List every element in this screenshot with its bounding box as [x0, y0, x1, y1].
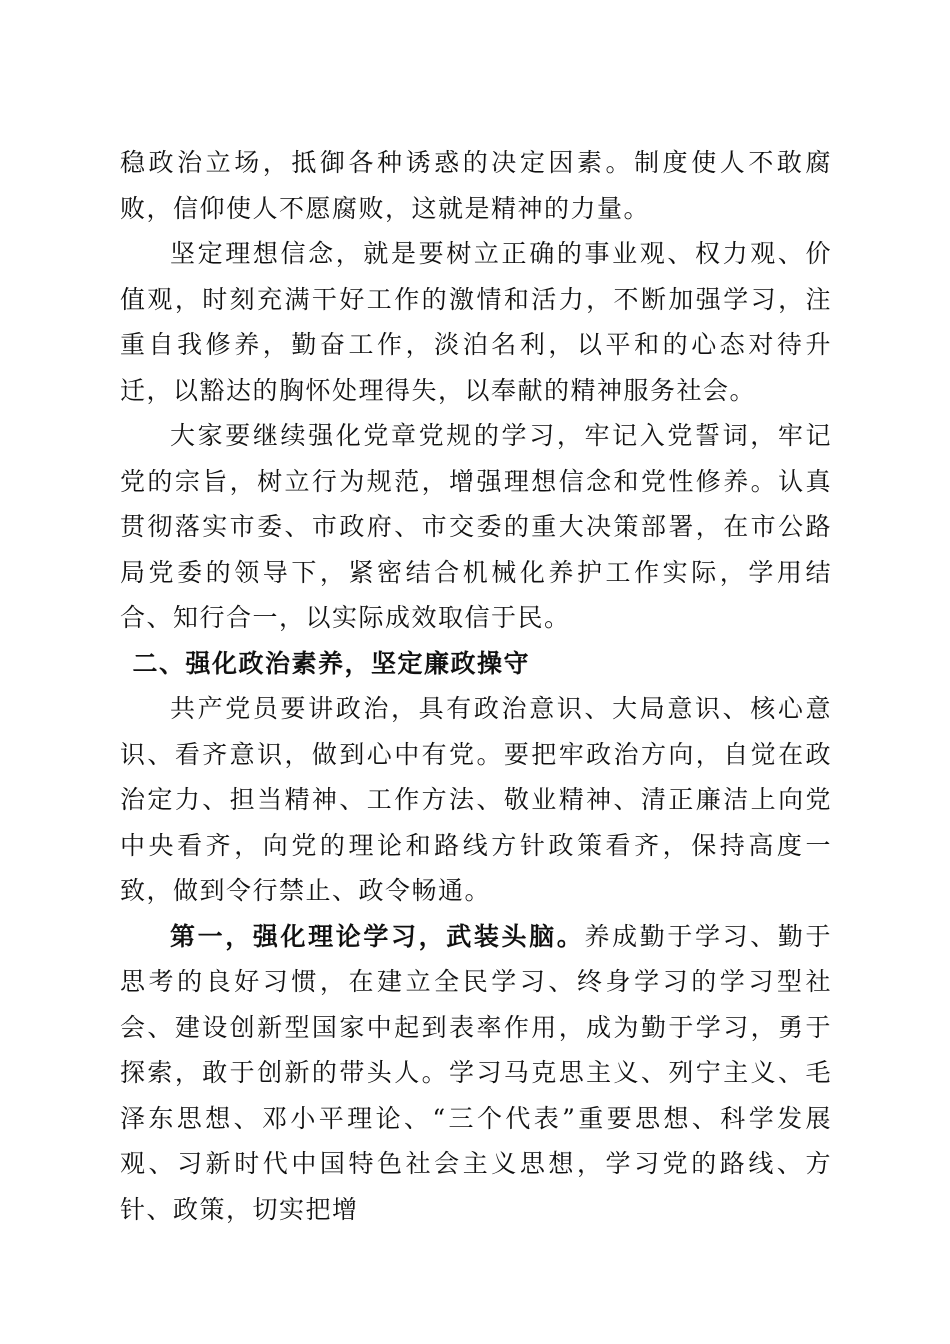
- paragraph-theory-study: [120, 914, 832, 1233]
- paragraph-lead-phrase: 第一，强化理论学习，武装头脑。: [170, 921, 585, 951]
- paragraph-text: 稳政治立场，抵御各种诱惑的决定因素。制度使人不敢腐败，信仰使人不愿腐败，这就是精神的力量。: [120, 148, 832, 223]
- section-heading-text: 二、强化政治素养，坚定廉政操守: [132, 648, 531, 678]
- paragraph-political-awareness: [120, 686, 832, 914]
- paragraph-party-rules-study: [120, 413, 832, 641]
- section-heading: [120, 641, 832, 687]
- paragraph-continuation: [120, 140, 832, 231]
- document-body: [120, 140, 832, 1232]
- paragraph-ideals-beliefs: [120, 231, 832, 413]
- paragraph-text: 坚定理想信念，就是要树立正确的事业观、权力观、价值观，时刻充满干好工作的激情和活力，不断加强学习，注重自我修养，勤奋工作，淡泊名利，以平和的心态对待升迁，以豁达的胸怀处理得失，以奉献的精神服务社会。: [120, 239, 832, 405]
- paragraph-text: 养成勤于学习、勤于思考的良好习惯，在建立全民学习、终身学习的学习型社会、建设创新型国家中起到表率作用，成为勤于学习，勇于探索，敢于创新的带头人。学习马克思主义、列宁主义、毛泽东思想、邓小平理论、“三个代表”重要思想、科学发展观、习新时代中国特色社会主义思想，学习党的路线、方针、政策，切实把增: [120, 921, 832, 1224]
- paragraph-text: 大家要继续强化党章党规的学习，牢记入党誓词，牢记党的宗旨，树立行为规范，增强理想信念和党性修养。认真贯彻落实市委、市政府、市交委的重大决策部署，在市公路局党委的领导下，紧密结合机械化养护工作实际，学用结合、知行合一，以实际成效取信于民。: [120, 421, 832, 632]
- paragraph-text: 共产党员要讲政治，具有政治意识、大局意识、核心意识、看齐意识，做到心中有党。要把牢政治方向，自觉在政治定力、担当精神、工作方法、敬业精神、清正廉洁上向党中央看齐，向党的理论和路线方针政策看齐，保持高度一致，做到令行禁止、政令畅通。: [120, 694, 832, 905]
